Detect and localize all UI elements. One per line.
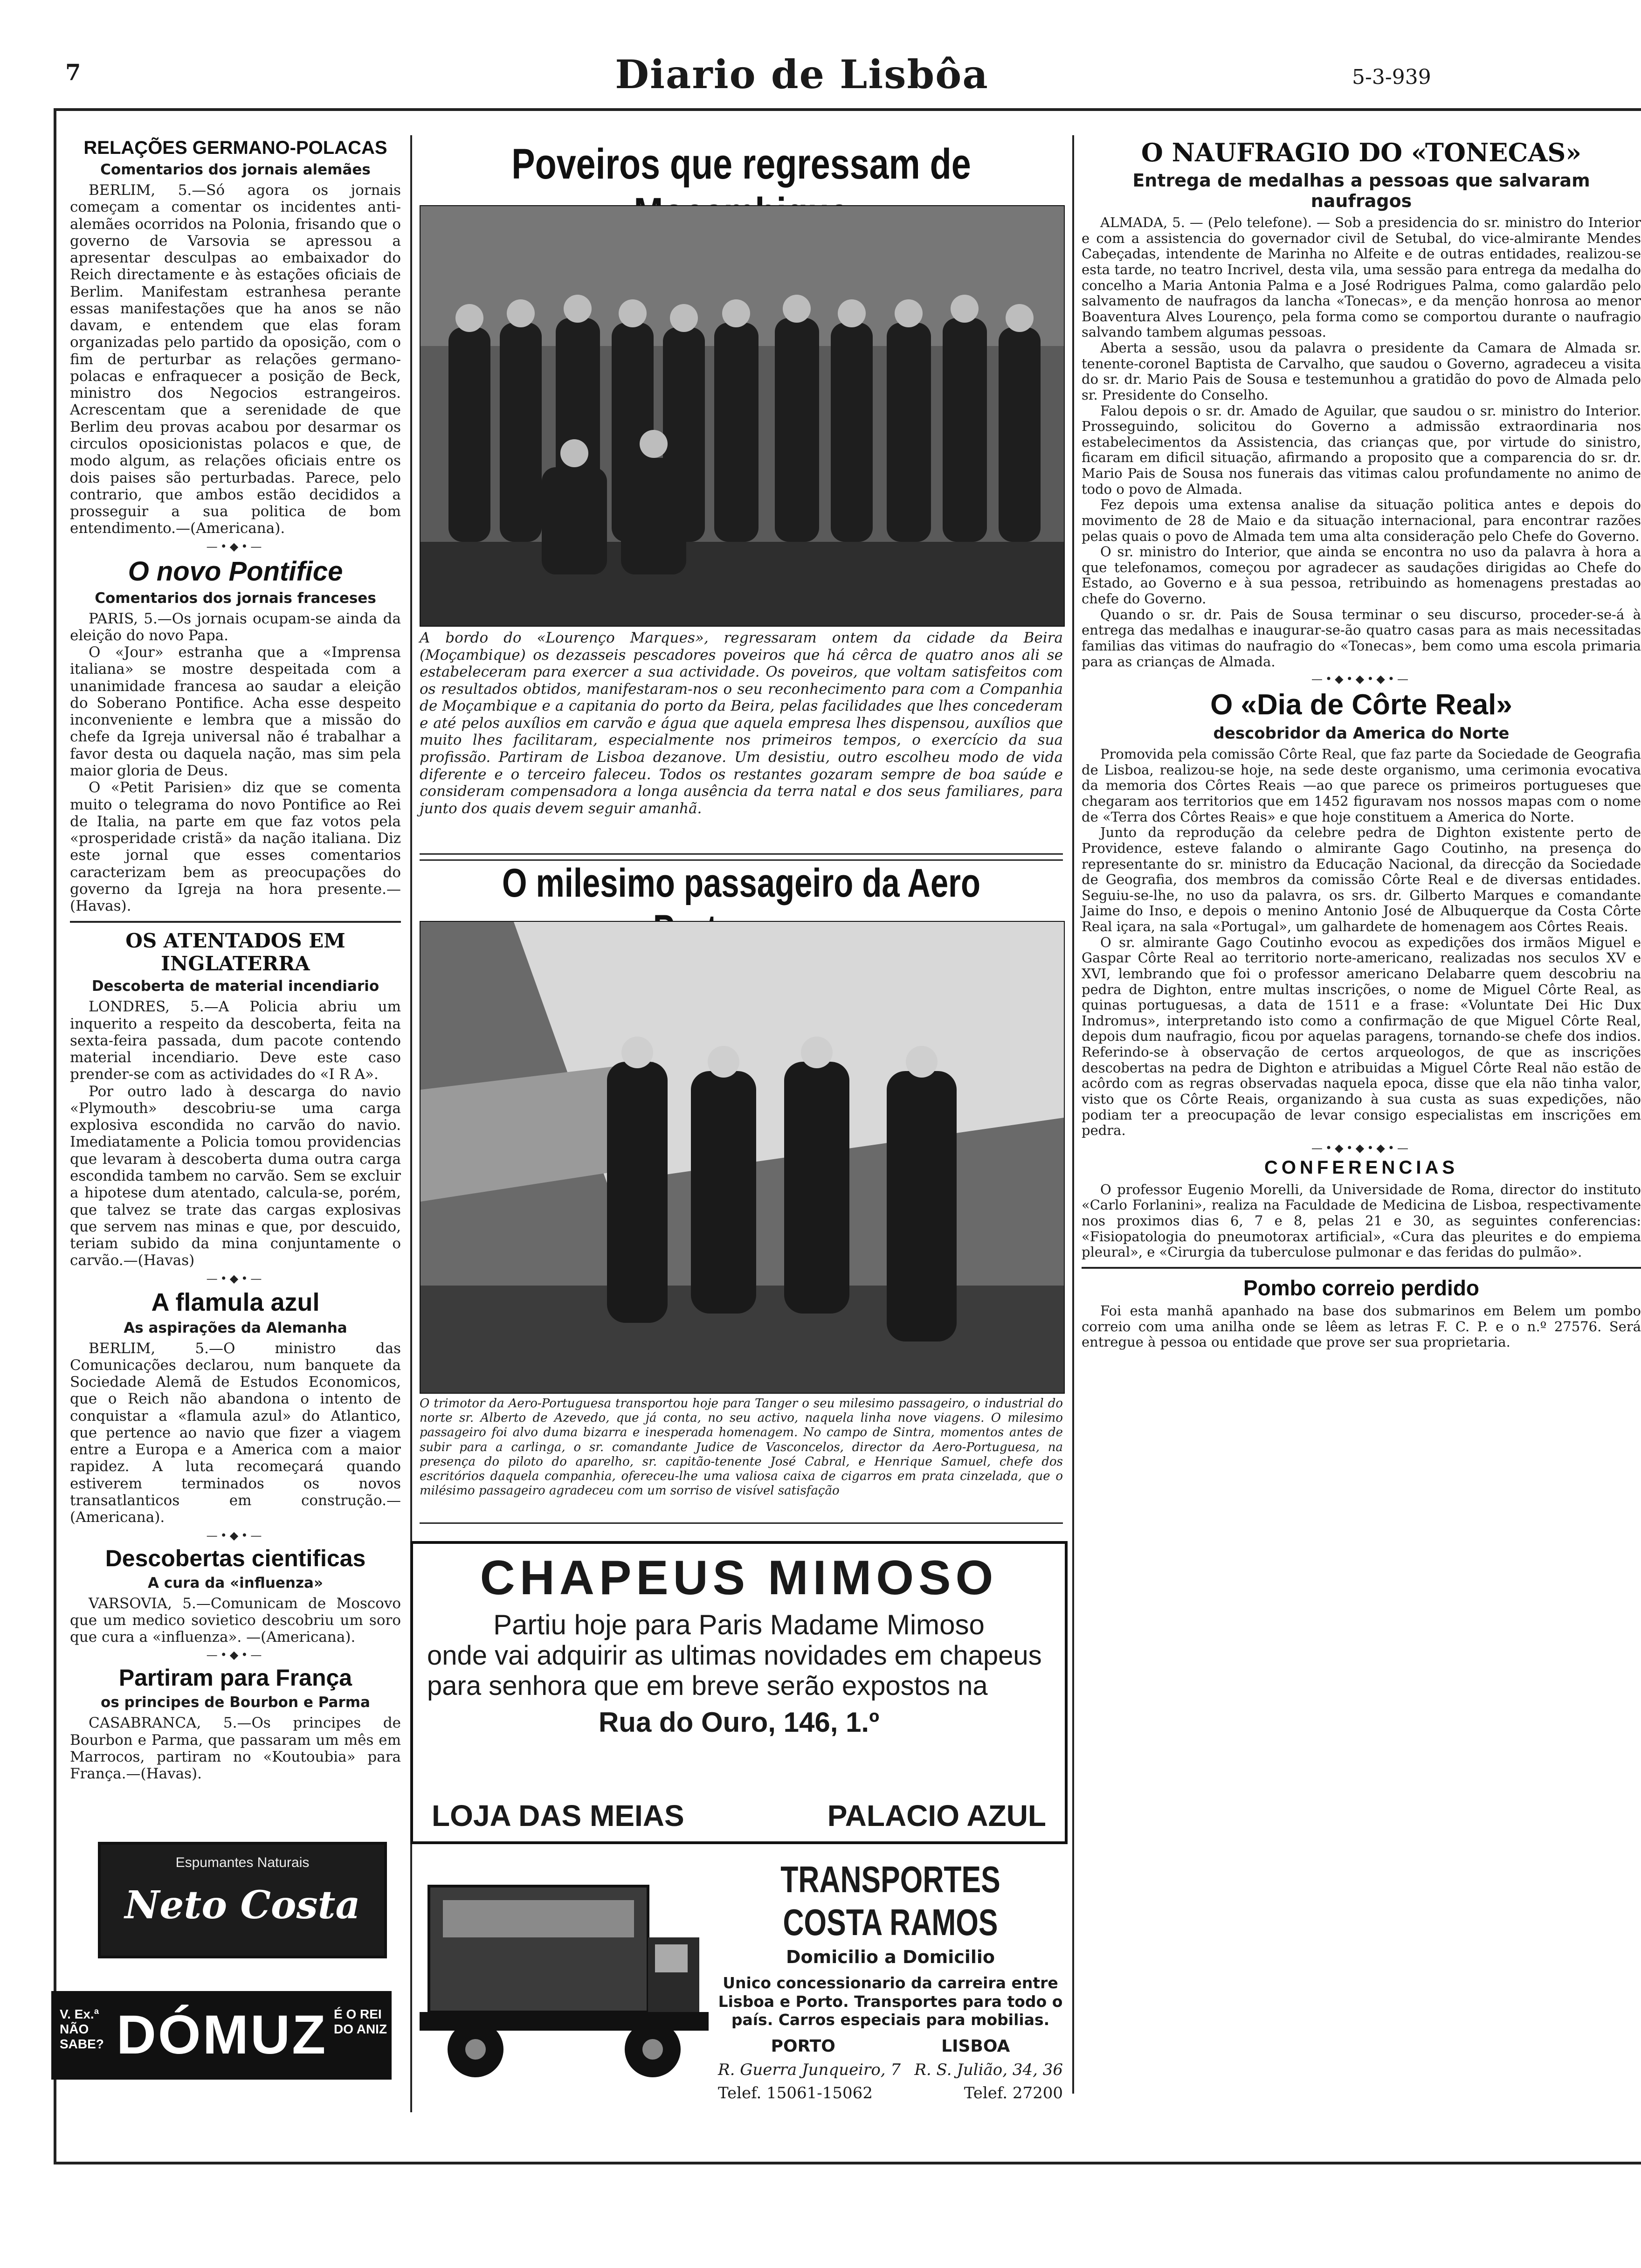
article-subtitle: A cura da «influenza» [148,1574,323,1591]
article-title: Partiram para França [118,1665,352,1691]
article-title: Descobertas cientificas [105,1545,366,1571]
right-column [1082,138,1641,1353]
article-title: O «Dia de Côrte Real» [1210,689,1512,721]
article-body: PARIS, 5.—Os jornais ocupam-se ainda da eleição do novo Papa. O «Jour» estranha que a «Imprensa italiana» se mostre despeitada com a unanimidade francesa ao saudar a eleição do Soberano Pontifice. Acha esse despeito inconveniente e lembra que a missão do chefe da Igreja universal não é trabalhar a favor desta ou daquela nação, mas sim pela maior gloria de Deus. O «Petit Parisien» diz que se comenta muito o telegrama do novo Pontifice ao Rei de Italia, na parte em que faz votos pela «prosperidade cristã» da nação italiana. Diz este jornal que esses comentarios caracterizam bem as preocupações do governo da Igreja na hora presente.—(Havas). [70,610,401,915]
page-number: 7 [65,60,81,86]
left-column [70,138,401,1785]
article-title: OS ATENTADOS EM INGLATERRA [125,929,345,975]
article-body: LONDRES, 5.—A Policia abriu um inquerito a respeito da descoberta, feita na sexta-feira passada, dum pacote contendo material incendiario. Deve este caso prender-se com as actividades do «I R A». Por outro lado à descarga do navio «Plymouth» descobriu-se uma carga explosiva escondida no carvão do navio. Imediatamente a Policia tomou providencias que levaram à descoberta duma outra carga escondida tambem no carvão. Sem se excluir a hipotese dum atentado, calcula-se, porém, que talvez se trate das cargas explosivas que servem nas minas e que, por descuido, teriam subido da mina conjuntamente o carvão.—(Havas) [70,998,401,1269]
ad-side-text: É O REI DO ANIZ [334,2007,387,2037]
photo-fishermen [420,205,1065,627]
ad-transportes-costa-ramos [410,1858,1068,2101]
headline-poveiros: Poveiros que regressam de [511,140,971,188]
ad-side-text: V. Ex.ª NÃO SABE? [60,2007,104,2052]
divider-ornament: —•◆•— [206,1528,265,1542]
column-rule-right [1072,135,1074,2094]
ad-phone-porto: Telef. 15061-15062 [718,2083,873,2102]
ad-address-lisboa: R. S. Julião, 34, 36 [914,2060,1063,2079]
headline-aero-portuguesa: O milesimo passageiro da Aero [502,861,980,906]
article-body: O professor Eugenio Morelli, da Universidade de Roma, director do instituto «Carlo Forlanini», realiza na Faculdade de Medicina de Lisboa, respectivamente nos proximos dias 6, 7 e 8, pelas 21 e 30, as seguintes conferencias: «Fisiopatologia do pneumotorax artificial», «Cura das pleurites e do empiema pleural», e «Cirurgia da tuberculose pulmonar e das feridas do pulmão». [1082,1181,1641,1260]
ad-neto-costa [98,1842,387,1958]
ad-body: onde vai adquirir as ultimas novidades em chapeus para senhora que em breve serão expostos na [427,1640,1042,1701]
article-body: Foi esta manhã apanhado na base dos submarinos em Belem um pombo correio com uma anilha onde se lêem as letras F. C. P. e o n.º 27576. Será entregue à pessoa ou entidade que prove ser sua proprietaria. [1082,1302,1641,1350]
divider-ornament: —•◆•◆•◆•— [1311,672,1411,686]
photo-fishermen-image [421,206,1064,626]
ad-chapeus-mimoso [410,1541,1068,1844]
ad-city-lisboa: LISBOA [941,2036,1010,2056]
divider-ornament: —•◆•◆•◆•— [1311,1141,1411,1155]
article-body: Promovida pela comissão Côrte Real, que faz parte da Sociedade de Geografia de Lisboa, realizou-se hoje, na sede deste organismo, uma cerimonia evocativa da memoria dos Côrtes Reais —ao que parece os primeiros portugueses que chegaram aos territorios que em 1452 figuravam nos nossos mapas com o nome de «Terra dos Côrtes Reais» e que hoje constituem a America do Norte. Junto da reprodução da celebre pedra de Dighton existente perto de Providence, esteve falando o almirante Gago Coutinho, na presença do representante do sr. ministro da Educação Nacional, da direcção da Sociedade de Geografia, dos membros da comissão Côrte Real e de diversas entidades. Seguiu-se-lhe, no uso da palavra, os srs. dr. Gilberto Marques e comandante Jaime do Inso, e depois o menino Antonio José de Albuquerque da Costa Côrte Real içara, na sala «Portugal», um galhardete de homenagem aos Côrtes Reais. O sr. almirante Gago Coutinho evocou as expedições dos irmãos Miguel e Gaspar Côrte Real ao territorio norte-americano, realizadas nos seculos XV e XVI, lembrando que foi o professor americano Delabarre quem descobriu na pedra de Dighton, entre multas inscrições, o nome de Miguel Côrte Real, as quinas portuguesas, a data de 1511 e a frase: «Voluntate Dei Hic Dux Indromus», interpretando isto como a confirmação de que Miguel Côrte Real, depois dum naufragio, ficou por aquelas paragens, tornando-se chefe dos indios. Referindo-se à observação de certos arqueologos, de que as inscrições descobertas na pedra de Dighton e atribuidas a Miguel Côrte Real não estão de acôrdo com as regras observadas naquela epoca, disse que ela não tinha valor, visto que os Côrte Reais, organizando à sua custa as suas expedições, não podiam ter a preocupação de levar consigo especialistas em inscrições em pedra. [1082,746,1641,1139]
ad-body: Unico concessionario da carreira entre Lisboa e Porto. Transportes para todo o país. Carros especiais para mobilias. [718,1974,1063,2029]
photo-passengers-image [421,922,1064,1393]
article-title: O NAUFRAGIO DO «TONECAS» [1141,138,1582,167]
ad-title: TRANSPORTES COSTA RAMOS [780,1859,1000,1943]
ad-subtitle: Domicilio a Domicilio [786,1947,995,1967]
article-title: RELAÇÕES GERMANO-POLACAS [83,138,387,158]
article-title: O novo Pontifice [128,556,343,587]
article-title: A flamula azul [151,1288,320,1316]
ad-address-porto: R. Guerra Junqueiro, 7 [718,2060,901,2079]
photo-caption: O trimotor da Aero-Portuguesa transportou hoje para Tanger o seu milesimo passageiro, o industrial do norte sr. Alberto de Azevedo, que já conta, no seu activo, naquela linha nove viagens. O milesimo passageiro foi alvo duma bizarra e inesperada homenagem. No campo de Sintra, momentos antes de subir para a carlinga, o sr. comandante Judice de Vasconcelos, director da Aero-Portuguesa, na presença do piloto do aparelho, sr. capitão-tenente José Cabral, e Henrique Samuel, chefe dos escritórios daquela companhia, ofereceu-lhe uma valiosa caixa de cigarros em prata cinzelada, que o milésimo passageiro agradeceu com um sorriso de visível satisfação [420,1397,1063,1498]
ad-tagline: Espumantes Naturais [175,1855,310,1870]
divider-ornament: —•◆•— [206,1272,265,1285]
article-body: CASABRANCA, 5.—Os principes de Bourbon e Parma, que passaram um mês em Marrocos, partiram no «Koutoubia» para França.—(Havas). [70,1715,401,1783]
article-body: BERLIM, 5.—Só agora os jornais começam a comentar os incidentes anti-alemães ocorridos na Polonia, frisando que o governo de Varsovia se apressou a apresentar desculpas ao embaixador do Reich directamente e às estações oficiais de Berlim. Manifestam estranhesa perante essas manifestações que ha anos se não davam, e entendem que elas foram organizadas pelo partido da oposição, com o fim de perturbar as relações germano-polacas e enfraquecer a posição de Beck, ministro dos Negocios estrangeiros. Acrescentam que a serenidade de que Berlim deu provas acabou por desarmar os circulos oposicionistas polacos e que, de modo algum, as relações oficiais entre os dois paises são perturbadas. Parece, pelo contrario, que ambos estão decididos a prosseguir a sua politica de bom entendimento.—(Americana). [70,182,401,537]
ad-phone-lisboa: Telef. 27200 [964,2083,1063,2102]
divider-ornament: —•◆•— [206,539,265,553]
ad-domuz [51,1991,392,2080]
divider-ornament: —•◆•— [206,1648,265,1662]
ad-line: Partiu hoje para Paris Madame Mimoso [493,1609,985,1640]
ad-store-right: PALACIO AZUL [827,1799,1046,1832]
photo-caption: A bordo do «Lourenço Marques», regressaram ontem da cidade da Beira (Moçambique) os dezasseis pescadores poveiros que há cêrca de quatro anos ali se estabeleceram para exercer a sua actividade. Os poveiros, que voltam satisfeitos com os resultados obtidos, manifestaram-nos o seu reconhecimento para com a Companhia de Moçambique e a capitania do porto da Beira, pelas facilidades que lhes concederam e até pelos auxílios em carvão e água que aquela empresa lhes dispensou, auxílios que muito lhes facilitaram, especialmente nos primeiros tempos, o exercício da sua profissão. Partiram de Lisboa dezanove. Um desistiu, outro escolheu modo de vida diferente e o terceiro faleceu. Todos os restantes gozaram sempre de boa saúde e consideram compensadora a longa ausência da terra natal e dos seus familiares, para junto dos quais devem seguir amanhã. [420,629,1063,817]
newspaper-title: Diario de Lisbôa [615,51,989,97]
article-body: VARSOVIA, 5.—Comunicam de Moscovo que um medico sovietico descobriu um soro que cura a «influenza». —(Americana). [70,1595,401,1646]
issue-date: 5-3-939 [1352,65,1431,89]
article-subtitle: descobridor da America do Norte [1213,724,1510,743]
divider-rule [420,853,1063,861]
article-title: CONFERENCIAS [1264,1157,1459,1178]
article-subtitle: os principes de Bourbon e Parma [101,1694,370,1711]
article-subtitle: Entrega de medalhas a pessoas que salvaram naufragos [1132,170,1590,211]
ad-address: Rua do Ouro, 146, 1.º [598,1706,880,1738]
article-subtitle: Comentarios dos jornais alemães [100,161,371,178]
article-body: BERLIM, 5.—O ministro das Comunicações declarou, num banquete da Sociedade Alemã de Estudos Economicos, que o Reich não abandona o intento de conquistar a «flamula azul» do Atlantico, que pertence ao navio que fizer a viagem entre a Europa e a America com a maior rapidez. A luta recomeçará quando estiverem terminados os novos transatlanticos em construção.—(Americana). [70,1340,401,1526]
truck-illustration [410,1867,709,2091]
divider-rule [420,1522,1063,1528]
article-body: ALMADA, 5. — (Pelo telefone). — Sob a presidencia do sr. ministro do Interior e com a assistencia do governador civil de Setubal, do vice-almirante Mendes Cabeçadas, intendente de Marinha no Alfeite e de outras entidades, realizou-se esta tarde, no teatro Incrivel, desta vila, uma sessão para entrega da medalha do concelho a Maria Antonia Palma e a José Rodrigues Palma, como galardão pelo salvamento de naufragos da lancha «Tonecas», e da menção honrosa ao menor Boaventura Alves Lourenço, pela forma como se comportou durante o naufragio salvando tambem algumas pessoas. Aberta a sessão, usou da palavra o presidente da Camara de Almada sr. tenente-coronel Baptista de Carvalho, que saudou o Governo, agradeceu a visita do sr. dr. Mario Pais de Sousa e testemunhou a gratidão do povo de Almada pelo sr. Presidente do Conselho. Falou depois o sr. dr. Amado de Aguilar, que saudou o sr. ministro do Interior. Prosseguindo, solicitou do Governo a admissão extraordinaria nos estabelecimentos da Assistencia, das crianças que, por virtude do sinistro, ficaram em dificil situação, afirmando a proposito que a comparencia do sr. dr. Mario Pais de Sousa nos funerais das vitimas calou profundamente no animo de todo o povo de Almada. Fez depois uma extensa analise da situação politica antes e depois do movimento de 28 de Maio e da situação internacional, para encontrar razões pelas quais o povo de Almada tem uma alta consideração pelo Chefe do Governo. O sr. ministro do Interior, que ainda se encontra no uso da palavra à hora a que telefonamos, começou por agradecer as saudações dirigidas ao Chefe do Estado, ao Governo e à sua pessoa, retribuindo as homenagens prestadas ao chefe do Governo. Quando o sr. dr. Pais de Sousa terminar o seu discurso, proceder-se-á à entrega das medalhas e inaugurar-se-ão quatro casas para as mais necessitadas familias das vitimas do naufragio do «Tonecas», bem como uma escola primaria para as crianças de Almada. [1082,214,1641,670]
article-subtitle: Comentarios dos jornais franceses [95,589,376,607]
ad-store-left: LOJA DAS MEIAS [432,1799,684,1832]
ad-brand: DÓMUZ [116,2004,328,2066]
ad-title: CHAPEUS MIMOSO [480,1551,998,1605]
ad-brand: Neto Costa [124,1883,360,1928]
divider-rule [1082,1267,1641,1269]
photo-passengers [420,921,1065,1394]
article-subtitle: As aspirações da Alemanha [124,1319,347,1336]
article-title: Pombo correio perdido [1243,1275,1480,1300]
article-subtitle: Descoberta de material incendiario [91,978,379,995]
ad-city-porto: PORTO [771,2036,835,2056]
divider-rule [70,921,401,923]
